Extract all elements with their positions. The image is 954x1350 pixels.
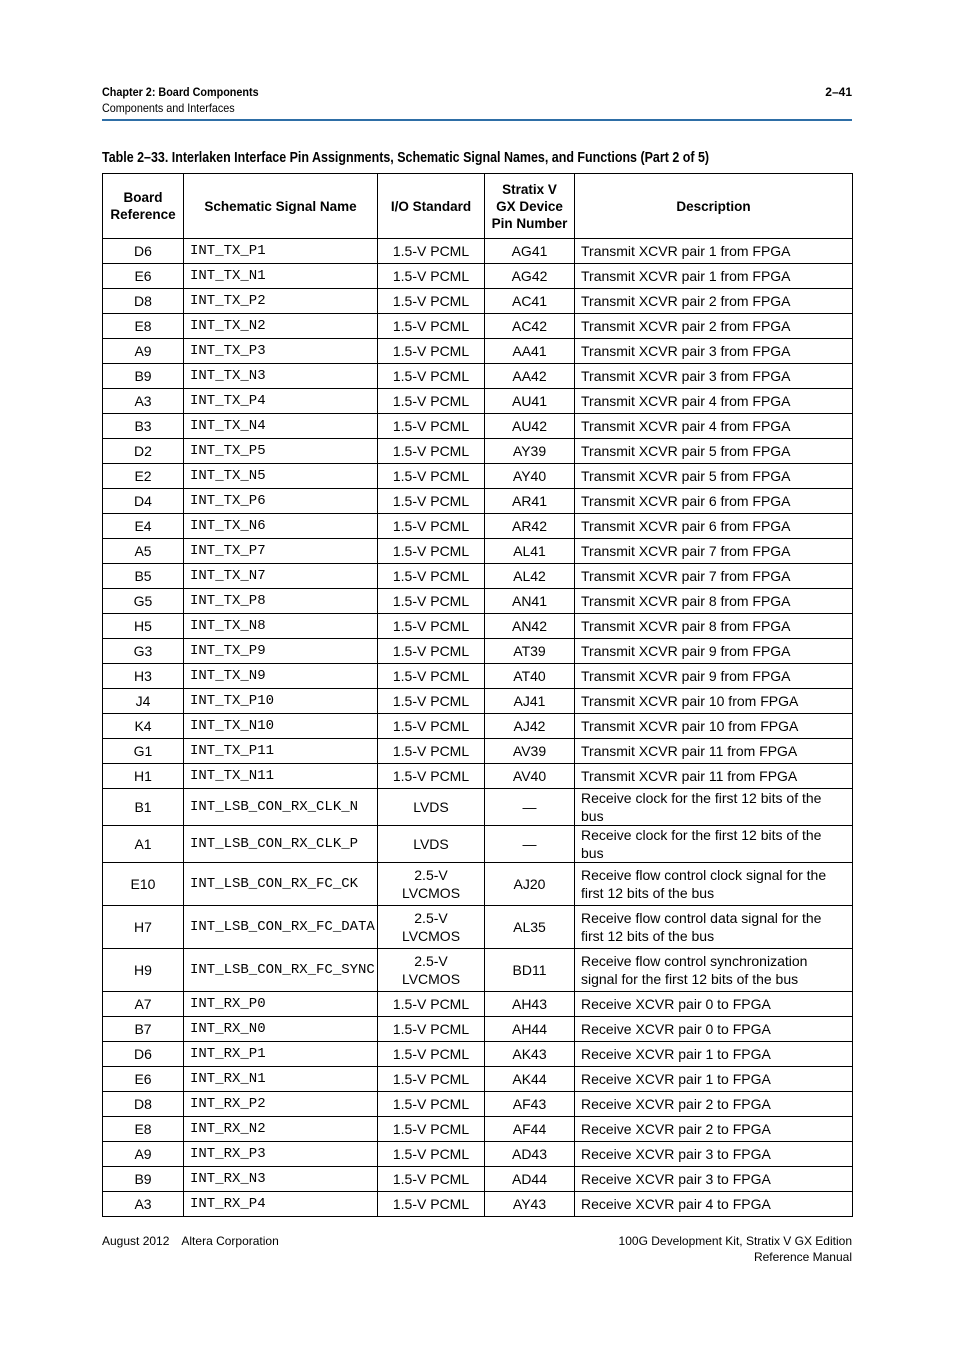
- io-standard-cell: 1.5-V PCML: [378, 1042, 485, 1067]
- io-standard-cell: 1.5-V PCML: [378, 1017, 485, 1042]
- board-reference-cell: A3: [103, 389, 184, 414]
- footer-left: [102, 1233, 279, 1249]
- board-reference-cell: H1: [103, 764, 184, 789]
- signal-name-cell: INT_RX_P3: [184, 1142, 378, 1167]
- board-reference-cell: H7: [103, 906, 184, 949]
- description-cell: Transmit XCVR pair 1 from FPGA: [575, 239, 853, 264]
- footer-doc-title: 100G Development Kit, Stratix V GX Edition: [618, 1234, 852, 1248]
- device-pin-cell: AA42: [485, 364, 575, 389]
- board-reference-cell: H3: [103, 664, 184, 689]
- signal-name-cell: INT_TX_N10: [184, 714, 378, 739]
- signal-name-cell: INT_LSB_CON_RX_FC_DATA: [184, 906, 378, 949]
- io-standard-cell: 1.5-V PCML: [378, 389, 485, 414]
- device-pin-cell: AH43: [485, 992, 575, 1017]
- signal-name-cell: INT_TX_P5: [184, 439, 378, 464]
- device-pin-cell: AK43: [485, 1042, 575, 1067]
- description-cell: Transmit XCVR pair 2 from FPGA: [575, 289, 853, 314]
- device-pin-cell: AV40: [485, 764, 575, 789]
- description-cell: Receive XCVR pair 0 to FPGA: [575, 992, 853, 1017]
- description-cell: Receive XCVR pair 3 to FPGA: [575, 1142, 853, 1167]
- io-standard-cell: 1.5-V PCML: [378, 239, 485, 264]
- signal-name-cell: INT_LSB_CON_RX_CLK_N: [184, 789, 378, 826]
- io-standard-cell: 1.5-V PCML: [378, 639, 485, 664]
- table-row: [103, 414, 853, 439]
- io-standard-cell: 2.5-V LVCMOS: [378, 906, 485, 949]
- board-reference-cell: A7: [103, 992, 184, 1017]
- table-row: [103, 514, 853, 539]
- board-reference-cell: E6: [103, 1067, 184, 1092]
- signal-name-cell: INT_LSB_CON_RX_FC_SYNC: [184, 949, 378, 992]
- table-row: [103, 489, 853, 514]
- device-pin-cell: AA41: [485, 339, 575, 364]
- board-reference-cell: A9: [103, 339, 184, 364]
- io-standard-cell: 1.5-V PCML: [378, 339, 485, 364]
- io-standard-cell: 1.5-V PCML: [378, 564, 485, 589]
- device-pin-cell: —: [485, 826, 575, 863]
- signal-name-cell: INT_RX_P0: [184, 992, 378, 1017]
- description-cell: Transmit XCVR pair 6 from FPGA: [575, 489, 853, 514]
- description-cell: Receive XCVR pair 3 to FPGA: [575, 1167, 853, 1192]
- signal-name-cell: INT_TX_P10: [184, 689, 378, 714]
- device-pin-cell: AG42: [485, 264, 575, 289]
- description-cell: Receive XCVR pair 2 to FPGA: [575, 1117, 853, 1142]
- device-pin-cell: AT40: [485, 664, 575, 689]
- device-pin-cell: AR42: [485, 514, 575, 539]
- signal-name-cell: INT_TX_N9: [184, 664, 378, 689]
- description-cell: Transmit XCVR pair 3 from FPGA: [575, 364, 853, 389]
- signal-name-cell: INT_TX_N6: [184, 514, 378, 539]
- description-cell: Transmit XCVR pair 5 from FPGA: [575, 464, 853, 489]
- device-pin-cell: AU41: [485, 389, 575, 414]
- table-row: [103, 1017, 853, 1042]
- board-reference-cell: E8: [103, 1117, 184, 1142]
- footer-right: [619, 1233, 852, 1265]
- column-header-description: Description: [575, 174, 853, 239]
- section-title: Components and Interfaces: [102, 101, 235, 115]
- device-pin-cell: AH44: [485, 1017, 575, 1042]
- table-row: [103, 614, 853, 639]
- device-pin-cell: AV39: [485, 739, 575, 764]
- device-pin-cell: AC42: [485, 314, 575, 339]
- device-pin-cell: AY40: [485, 464, 575, 489]
- table-row: [103, 539, 853, 564]
- device-pin-cell: AJ41: [485, 689, 575, 714]
- table-row: [103, 1117, 853, 1142]
- description-cell: Receive XCVR pair 1 to FPGA: [575, 1067, 853, 1092]
- io-standard-cell: 1.5-V PCML: [378, 1192, 485, 1217]
- column-header-device-pin: Stratix V GX Device Pin Number: [485, 174, 575, 239]
- table-row: [103, 739, 853, 764]
- board-reference-cell: B9: [103, 364, 184, 389]
- board-reference-cell: E2: [103, 464, 184, 489]
- board-reference-cell: J4: [103, 689, 184, 714]
- signal-name-cell: INT_TX_N7: [184, 564, 378, 589]
- signal-name-cell: INT_LSB_CON_RX_FC_CK: [184, 863, 378, 906]
- footer-company: Altera Corporation: [181, 1234, 279, 1248]
- io-standard-cell: 1.5-V PCML: [378, 464, 485, 489]
- io-standard-cell: 1.5-V PCML: [378, 614, 485, 639]
- table-row: [103, 1092, 853, 1117]
- running-header: [102, 84, 259, 116]
- device-pin-cell: AC41: [485, 289, 575, 314]
- device-pin-cell: AY43: [485, 1192, 575, 1217]
- io-standard-cell: 1.5-V PCML: [378, 414, 485, 439]
- signal-name-cell: INT_TX_P1: [184, 239, 378, 264]
- io-standard-cell: 1.5-V PCML: [378, 764, 485, 789]
- description-cell: Transmit XCVR pair 7 from FPGA: [575, 539, 853, 564]
- table-row: [103, 789, 853, 826]
- description-cell: Receive XCVR pair 1 to FPGA: [575, 1042, 853, 1067]
- board-reference-cell: B5: [103, 564, 184, 589]
- io-standard-cell: 1.5-V PCML: [378, 364, 485, 389]
- signal-name-cell: INT_TX_P7: [184, 539, 378, 564]
- device-pin-cell: AL41: [485, 539, 575, 564]
- board-reference-cell: D8: [103, 1092, 184, 1117]
- board-reference-cell: A9: [103, 1142, 184, 1167]
- io-standard-cell: 1.5-V PCML: [378, 739, 485, 764]
- description-cell: Receive XCVR pair 0 to FPGA: [575, 1017, 853, 1042]
- io-standard-cell: 1.5-V PCML: [378, 1167, 485, 1192]
- board-reference-cell: D2: [103, 439, 184, 464]
- device-pin-cell: AJ20: [485, 863, 575, 906]
- signal-name-cell: INT_TX_P11: [184, 739, 378, 764]
- column-header-io-standard: I/O Standard: [378, 174, 485, 239]
- signal-name-cell: INT_TX_N4: [184, 414, 378, 439]
- io-standard-cell: 1.5-V PCML: [378, 1117, 485, 1142]
- description-cell: Transmit XCVR pair 10 from FPGA: [575, 714, 853, 739]
- description-cell: Receive flow control clock signal for the first 12 bits of the bus: [575, 863, 853, 906]
- board-reference-cell: G3: [103, 639, 184, 664]
- chapter-title: Chapter 2: Board Components: [102, 85, 259, 99]
- signal-name-cell: INT_RX_N2: [184, 1117, 378, 1142]
- board-reference-cell: D4: [103, 489, 184, 514]
- io-standard-cell: 1.5-V PCML: [378, 289, 485, 314]
- signal-name-cell: INT_TX_N1: [184, 264, 378, 289]
- description-cell: Transmit XCVR pair 1 from FPGA: [575, 264, 853, 289]
- io-standard-cell: LVDS: [378, 826, 485, 863]
- device-pin-cell: AT39: [485, 639, 575, 664]
- signal-name-cell: INT_TX_N11: [184, 764, 378, 789]
- signal-name-cell: INT_TX_P4: [184, 389, 378, 414]
- board-reference-cell: B3: [103, 414, 184, 439]
- signal-name-cell: INT_TX_N5: [184, 464, 378, 489]
- description-cell: Receive clock for the first 12 bits of the bus: [575, 826, 853, 863]
- io-standard-cell: 1.5-V PCML: [378, 264, 485, 289]
- description-cell: Receive clock for the first 12 bits of the bus: [575, 789, 853, 826]
- description-cell: Transmit XCVR pair 9 from FPGA: [575, 664, 853, 689]
- description-cell: Transmit XCVR pair 5 from FPGA: [575, 439, 853, 464]
- signal-name-cell: INT_TX_N8: [184, 614, 378, 639]
- device-pin-cell: AU42: [485, 414, 575, 439]
- io-standard-cell: LVDS: [378, 789, 485, 826]
- table-row: [103, 992, 853, 1017]
- table-body: [103, 239, 853, 1217]
- table-row: [103, 906, 853, 949]
- signal-name-cell: INT_RX_N0: [184, 1017, 378, 1042]
- description-cell: Transmit XCVR pair 8 from FPGA: [575, 614, 853, 639]
- board-reference-cell: H9: [103, 949, 184, 992]
- io-standard-cell: 1.5-V PCML: [378, 992, 485, 1017]
- signal-name-cell: INT_TX_P8: [184, 589, 378, 614]
- description-cell: Transmit XCVR pair 3 from FPGA: [575, 339, 853, 364]
- table-header-row: [103, 174, 853, 239]
- device-pin-cell: AN41: [485, 589, 575, 614]
- board-reference-cell: D6: [103, 1042, 184, 1067]
- board-reference-cell: A1: [103, 826, 184, 863]
- device-pin-cell: AN42: [485, 614, 575, 639]
- description-cell: Transmit XCVR pair 2 from FPGA: [575, 314, 853, 339]
- signal-name-cell: INT_TX_P2: [184, 289, 378, 314]
- io-standard-cell: 1.5-V PCML: [378, 514, 485, 539]
- board-reference-cell: K4: [103, 714, 184, 739]
- description-cell: Receive XCVR pair 4 to FPGA: [575, 1192, 853, 1217]
- signal-name-cell: INT_TX_P9: [184, 639, 378, 664]
- footer-doc-type: Reference Manual: [753, 1250, 852, 1264]
- board-reference-cell: B1: [103, 789, 184, 826]
- signal-name-cell: INT_TX_N3: [184, 364, 378, 389]
- device-pin-cell: BD11: [485, 949, 575, 992]
- device-pin-cell: AY39: [485, 439, 575, 464]
- table-row: [103, 714, 853, 739]
- signal-name-cell: INT_LSB_CON_RX_CLK_P: [184, 826, 378, 863]
- signal-name-cell: INT_RX_N3: [184, 1167, 378, 1192]
- table-row: [103, 1167, 853, 1192]
- table-row: [103, 589, 853, 614]
- board-reference-cell: G1: [103, 739, 184, 764]
- device-pin-cell: AG41: [485, 239, 575, 264]
- table-row: [103, 239, 853, 264]
- io-standard-cell: 1.5-V PCML: [378, 589, 485, 614]
- signal-name-cell: INT_TX_P6: [184, 489, 378, 514]
- io-standard-cell: 1.5-V PCML: [378, 1092, 485, 1117]
- signal-name-cell: INT_TX_N2: [184, 314, 378, 339]
- device-pin-cell: —: [485, 789, 575, 826]
- board-reference-cell: A5: [103, 539, 184, 564]
- table-row: [103, 826, 853, 863]
- table-row: [103, 289, 853, 314]
- board-reference-cell: G5: [103, 589, 184, 614]
- column-header-board-reference: Board Reference: [103, 174, 184, 239]
- description-cell: Receive flow control data signal for the first 12 bits of the bus: [575, 906, 853, 949]
- description-cell: Receive flow control synchronization signal for the first 12 bits of the bus: [575, 949, 853, 992]
- description-cell: Transmit XCVR pair 11 from FPGA: [575, 764, 853, 789]
- table-row: [103, 689, 853, 714]
- board-reference-cell: B7: [103, 1017, 184, 1042]
- board-reference-cell: E6: [103, 264, 184, 289]
- signal-name-cell: INT_RX_P1: [184, 1042, 378, 1067]
- table-row: [103, 764, 853, 789]
- device-pin-cell: AL42: [485, 564, 575, 589]
- board-reference-cell: B9: [103, 1167, 184, 1192]
- io-standard-cell: 1.5-V PCML: [378, 1142, 485, 1167]
- pin-assignment-table: [102, 173, 853, 1217]
- description-cell: Transmit XCVR pair 10 from FPGA: [575, 689, 853, 714]
- signal-name-cell: INT_RX_N1: [184, 1067, 378, 1092]
- table-caption: Table 2–33. Interlaken Interface Pin Assignments, Schematic Signal Names, and Functions (Part 2 of 5): [102, 150, 710, 166]
- table-row: [103, 863, 853, 906]
- table-row: [103, 464, 853, 489]
- table-row: [103, 949, 853, 992]
- device-pin-cell: AD44: [485, 1167, 575, 1192]
- description-cell: Transmit XCVR pair 9 from FPGA: [575, 639, 853, 664]
- description-cell: Transmit XCVR pair 4 from FPGA: [575, 389, 853, 414]
- device-pin-cell: AL35: [485, 906, 575, 949]
- table-row: [103, 314, 853, 339]
- description-cell: Transmit XCVR pair 4 from FPGA: [575, 414, 853, 439]
- io-standard-cell: 2.5-V LVCMOS: [378, 949, 485, 992]
- io-standard-cell: 1.5-V PCML: [378, 489, 485, 514]
- column-header-signal-name: Schematic Signal Name: [184, 174, 378, 239]
- description-cell: Transmit XCVR pair 8 from FPGA: [575, 589, 853, 614]
- description-cell: Transmit XCVR pair 6 from FPGA: [575, 514, 853, 539]
- board-reference-cell: D8: [103, 289, 184, 314]
- device-pin-cell: AF44: [485, 1117, 575, 1142]
- board-reference-cell: D6: [103, 239, 184, 264]
- table-row: [103, 1067, 853, 1092]
- device-pin-cell: AD43: [485, 1142, 575, 1167]
- device-pin-cell: AF43: [485, 1092, 575, 1117]
- table-row: [103, 1042, 853, 1067]
- io-standard-cell: 1.5-V PCML: [378, 539, 485, 564]
- table-row: [103, 664, 853, 689]
- signal-name-cell: INT_RX_P2: [184, 1092, 378, 1117]
- table-row: [103, 639, 853, 664]
- footer-date: August 2012: [102, 1234, 170, 1248]
- table-row: [103, 439, 853, 464]
- io-standard-cell: 1.5-V PCML: [378, 689, 485, 714]
- board-reference-cell: H5: [103, 614, 184, 639]
- table-row: [103, 364, 853, 389]
- table-row: [103, 1142, 853, 1167]
- board-reference-cell: A3: [103, 1192, 184, 1217]
- signal-name-cell: INT_TX_P3: [184, 339, 378, 364]
- table-row: [103, 339, 853, 364]
- io-standard-cell: 2.5-V LVCMOS: [378, 863, 485, 906]
- io-standard-cell: 1.5-V PCML: [378, 1067, 485, 1092]
- signal-name-cell: INT_RX_P4: [184, 1192, 378, 1217]
- page-number: 2–41: [825, 85, 852, 99]
- board-reference-cell: E4: [103, 514, 184, 539]
- table-row: [103, 1192, 853, 1217]
- description-cell: Transmit XCVR pair 11 from FPGA: [575, 739, 853, 764]
- description-cell: Receive XCVR pair 2 to FPGA: [575, 1092, 853, 1117]
- description-cell: Transmit XCVR pair 7 from FPGA: [575, 564, 853, 589]
- io-standard-cell: 1.5-V PCML: [378, 714, 485, 739]
- device-pin-cell: AR41: [485, 489, 575, 514]
- io-standard-cell: 1.5-V PCML: [378, 439, 485, 464]
- header-rule: [102, 119, 852, 121]
- io-standard-cell: 1.5-V PCML: [378, 314, 485, 339]
- table-row: [103, 264, 853, 289]
- table-row: [103, 564, 853, 589]
- board-reference-cell: E10: [103, 863, 184, 906]
- device-pin-cell: AK44: [485, 1067, 575, 1092]
- device-pin-cell: AJ42: [485, 714, 575, 739]
- board-reference-cell: E8: [103, 314, 184, 339]
- io-standard-cell: 1.5-V PCML: [378, 664, 485, 689]
- table-row: [103, 389, 853, 414]
